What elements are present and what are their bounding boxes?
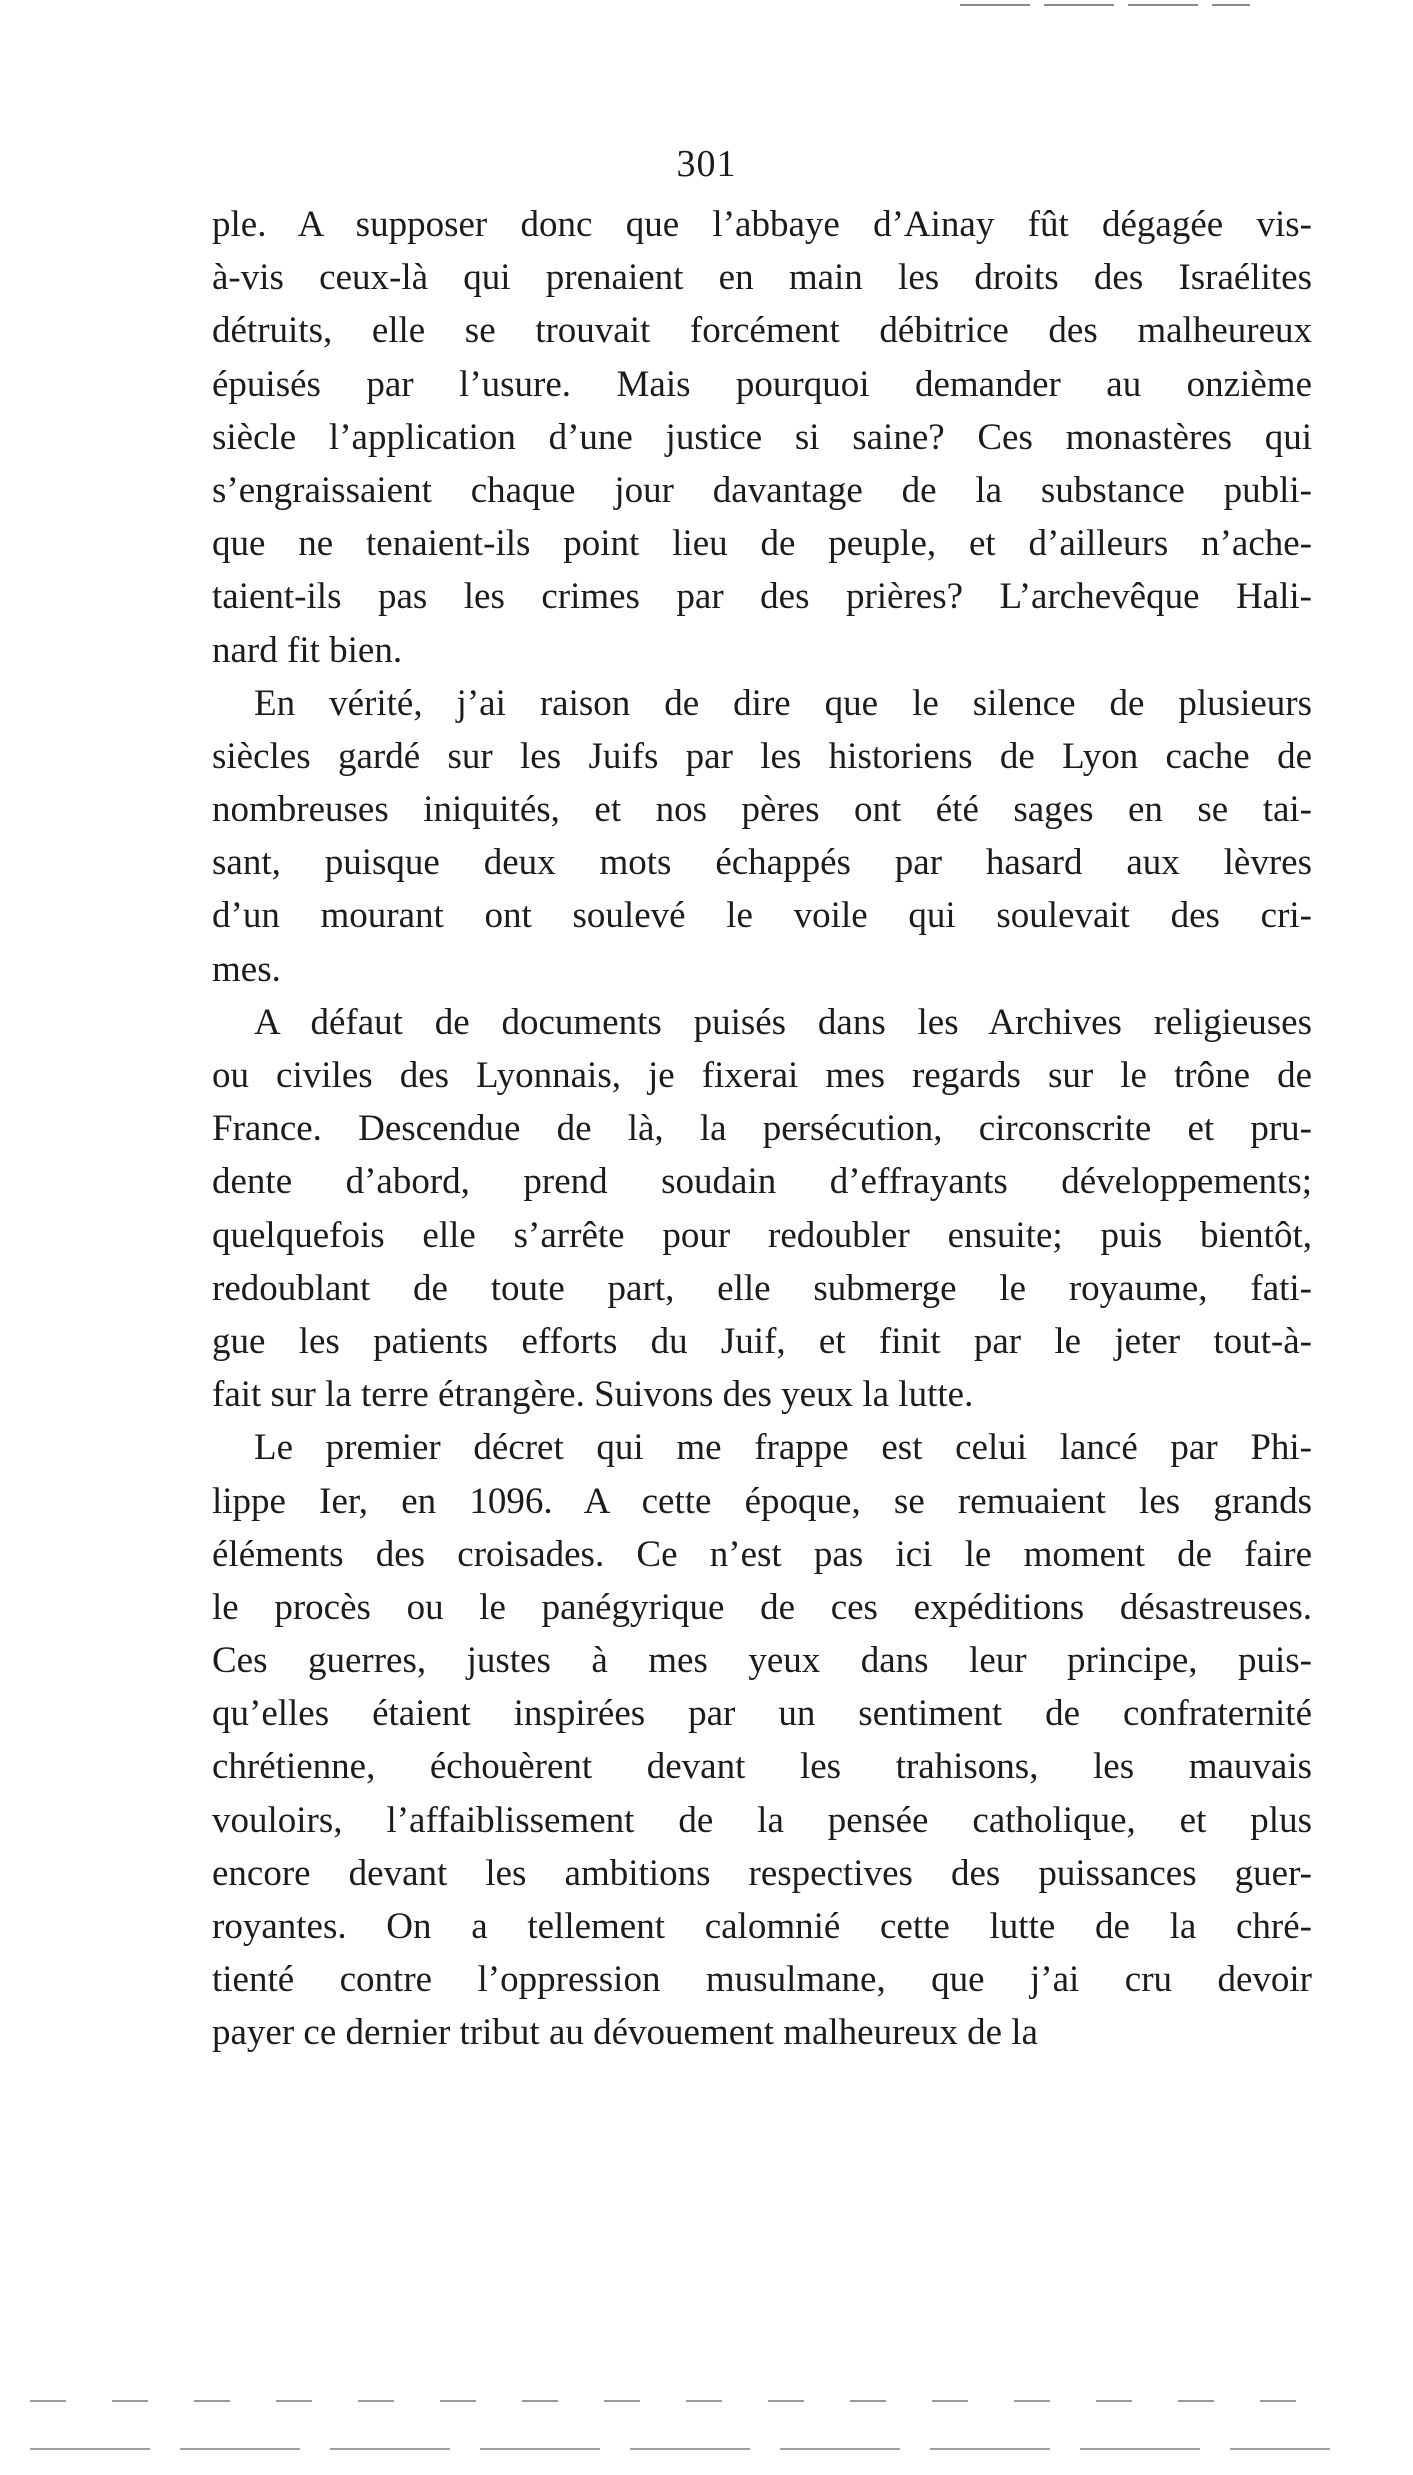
- paragraph: [212, 1421, 1312, 2059]
- paragraph: [212, 198, 1312, 677]
- text-line: à-vis ceux-là qui prenaient en main les droits des Israélites: [212, 257, 1312, 299]
- text-line: Ces guerres, justes à mes yeux dans leur principe, puis-: [212, 1640, 1312, 1682]
- text-line: nard fit bien.: [212, 629, 403, 671]
- text-line: ou civiles des Lyonnais, je fixerai mes regards sur le trône de: [212, 1055, 1312, 1096]
- text-line: mes.: [212, 948, 281, 990]
- text-line: détruits, elle se trouvait forcément débitrice des malheureux: [212, 310, 1312, 352]
- text-line: siècle l’application d’une justice si saine? Ces monastères qui: [212, 416, 1312, 458]
- body-text: [212, 198, 1312, 2060]
- text-line: tienté contre l’oppression musulmane, que j’ai cru devoir: [212, 1959, 1312, 2001]
- text-line: chrétienne, échouèrent devant les trahisons, les mauvais: [212, 1746, 1312, 1788]
- text-line: qu’elles étaient inspirées par un sentiment de confraternité: [212, 1693, 1312, 1735]
- text-line: Le premier décret qui me frappe est celui lancé par Phi-: [254, 1427, 1312, 1469]
- text-line: lippe Ier, en 1096. A cette époque, se remuaient les grands: [212, 1480, 1312, 1522]
- bottom-scan-rule: [30, 2400, 1330, 2402]
- text-line: éléments des croisades. Ce n’est pas ici le moment de faire: [212, 1533, 1312, 1575]
- text-line: siècles gardé sur les Juifs par les historiens de Lyon cache de: [212, 735, 1312, 777]
- text-line: gue les patients efforts du Juif, et finit par le jeter tout-à-: [212, 1320, 1312, 1362]
- text-line: épuisés par l’usure. Mais pourquoi demander au onzième: [212, 363, 1312, 405]
- top-scan-rule: [960, 4, 1250, 6]
- text-line: payer ce dernier tribut au dévouement malheureux de la: [212, 2012, 1038, 2054]
- text-line: En vérité, j’ai raison de dire que le silence de plusieurs: [254, 682, 1312, 724]
- text-line: que ne tenaient-ils point lieu de peuple, et d’ailleurs n’ache-: [212, 523, 1312, 565]
- bottom-scan-rule-lower: [30, 2448, 1330, 2450]
- text-line: taient-ils pas les crimes par des prières? L’archevêque Hali-: [212, 576, 1312, 618]
- text-line: A défaut de documents puisés dans les Archives religieuses: [254, 1001, 1312, 1043]
- text-line: s’engraissaient chaque jour davantage de la substance publi-: [212, 469, 1312, 511]
- text-line: nombreuses iniquités, et nos pères ont été sages en se tai-: [212, 789, 1312, 831]
- text-line: royantes. On a tellement calomnié cette lutte de la chré-: [212, 1906, 1312, 1947]
- text-line: vouloirs, l’affaiblissement de la pensée catholique, et plus: [212, 1799, 1312, 1841]
- page-number: 301: [676, 143, 737, 185]
- text-line: redoublant de toute part, elle submerge le royaume, fati-: [212, 1267, 1312, 1309]
- text-line: ple. A supposer donc que l’abbaye d’Ainay fût dégagée vis-: [212, 204, 1312, 245]
- paragraph: [212, 996, 1312, 1422]
- text-line: dente d’abord, prend soudain d’effrayants développements;: [212, 1161, 1312, 1203]
- text-line: sant, puisque deux mots échappés par hasard aux lèvres: [212, 842, 1312, 884]
- text-line: encore devant les ambitions respectives des puissances guer-: [212, 1852, 1312, 1894]
- paragraph: [212, 677, 1312, 996]
- text-line: France. Descendue de là, la persécution, circonscrite et pru-: [212, 1108, 1312, 1150]
- text-line: fait sur la terre étrangère. Suivons des yeux la lutte.: [212, 1374, 974, 1416]
- text-line: le procès ou le panégyrique de ces expéditions désastreuses.: [212, 1586, 1312, 1628]
- text-line: quelquefois elle s’arrête pour redoubler ensuite; puis bientôt,: [212, 1214, 1312, 1256]
- text-line: d’un mourant ont soulevé le voile qui soulevait des cri-: [212, 895, 1312, 937]
